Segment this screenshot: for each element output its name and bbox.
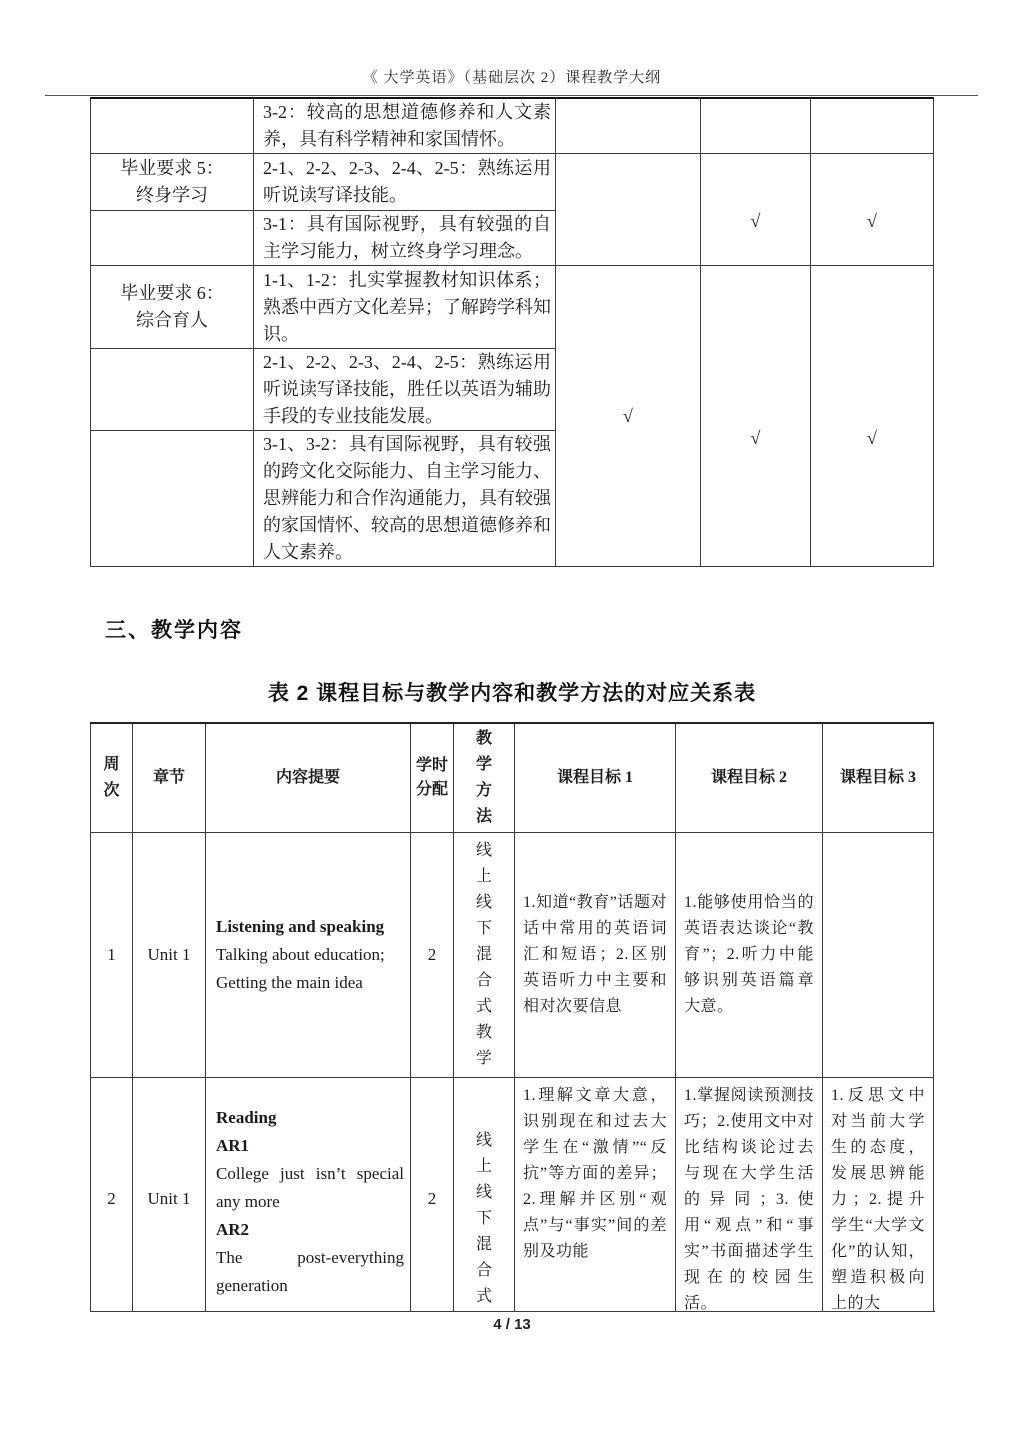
col-header-hours: 学时分配 <box>411 723 454 833</box>
goal2-cell: 1.掌握阅读预测技巧；2.使用文中对比结构谈论过去与现在大学生活的异同；3.使用“观点”和“事实”书面描述学生现在的校园生活。 <box>676 1078 823 1313</box>
check-mark: √ <box>811 266 934 567</box>
col-header-goal3: 课程目标 3 <box>823 723 934 833</box>
grad-label-line: 综合育人 <box>136 310 208 330</box>
goal1-cell: 1.知道“教育”话题对话中常用的英语词汇和短语；2.区别英语听力中主要和相对次要信息 <box>515 833 676 1078</box>
method-cell: 线上线下混合式 <box>454 1078 515 1313</box>
grad-label-cell <box>91 349 254 431</box>
grad-desc-cell: 2-1、2-2、2-3、2-4、2-5：熟练运用听说读写译技能，胜任以英语为辅助手段的专业技能发展。 <box>254 349 556 431</box>
summary-line: Reading <box>216 1108 277 1127</box>
content-table <box>90 722 934 1312</box>
check-cell <box>701 98 811 154</box>
hours-cell: 2 <box>411 1078 454 1313</box>
graduation-requirements-table <box>90 97 934 567</box>
col-header-goal2: 课程目标 2 <box>676 723 823 833</box>
grad-desc-cell: 3-1：具有国际视野，具有较强的自主学习能力，树立终身学习理念。 <box>254 211 556 266</box>
grad-desc-cell: 3-1、3-2：具有国际视野，具有较强的跨文化交际能力、自主学习能力、思辨能力和合作沟通能力，具有较强的家国情怀、较高的思想道德修养和人文素养。 <box>254 431 556 567</box>
check-cell <box>556 98 701 154</box>
summary-line: Getting the main idea <box>216 973 363 992</box>
summary-line: Listening and speaking <box>216 917 385 936</box>
table-row <box>91 1078 934 1313</box>
hours-cell: 2 <box>411 833 454 1078</box>
summary-line: The post-everything generation <box>216 1248 404 1295</box>
summary-line: Talking about education; <box>216 945 385 964</box>
header-rule <box>45 95 978 96</box>
section-heading: 三、教学内容 <box>105 619 243 642</box>
col-header-week: 周次 <box>91 723 133 833</box>
grad-label-line: 终身学习 <box>136 185 208 205</box>
page-header: 《 大学英语》（基础层次 2）课程教学大纲 <box>362 70 662 86</box>
table-row <box>91 98 934 154</box>
table-row <box>91 266 934 349</box>
check-mark: √ <box>701 154 811 266</box>
grad-label-cell <box>91 98 254 154</box>
table-row <box>91 833 934 1078</box>
grad-label-cell <box>91 266 254 349</box>
check-mark: √ <box>556 266 701 567</box>
goal3-cell <box>823 833 934 1078</box>
goal2-cell: 1.能够使用恰当的英语表达谈论“教育”；2.听力中能够识别英语篇章大意。 <box>676 833 823 1078</box>
header-row <box>91 723 934 833</box>
col-header-unit: 章节 <box>133 723 206 833</box>
week-cell: 2 <box>91 1078 133 1313</box>
grad-label-cell <box>91 154 254 211</box>
table-caption: 表 2 课程目标与教学内容和教学方法的对应关系表 <box>267 682 757 705</box>
summary-line: College just isn’t special any more <box>216 1164 404 1211</box>
page-number: 4 / 13 <box>493 1316 531 1333</box>
summary-line: AR2 <box>216 1220 250 1239</box>
check-cell <box>811 98 934 154</box>
col-header-goal1: 课程目标 1 <box>515 723 676 833</box>
col-header-summary: 内容提要 <box>206 723 411 833</box>
summary-cell <box>206 1078 411 1313</box>
goal1-cell: 1.理解文章大意，识别现在和过去大学生在“激情”“反抗”等方面的差异；2.理解并区别“观点”与“事实”间的差别及功能 <box>515 1078 676 1313</box>
grad-label-cell <box>91 211 254 266</box>
unit-cell: Unit 1 <box>133 833 206 1078</box>
week-cell: 1 <box>91 833 133 1078</box>
summary-cell <box>206 833 411 1078</box>
col-header-method: 教学方法 <box>454 723 515 833</box>
grad-label-line: 毕业要求 6： <box>120 283 224 303</box>
check-mark: √ <box>701 266 811 567</box>
check-mark: √ <box>811 154 934 266</box>
unit-cell: Unit 1 <box>133 1078 206 1313</box>
grad-label-line: 毕业要求 5： <box>120 158 224 178</box>
summary-line: AR1 <box>216 1136 250 1155</box>
method-cell: 线上线下混合式教学 <box>454 833 515 1078</box>
table-row <box>91 154 934 211</box>
grad-desc-cell: 2-1、2-2、2-3、2-4、2-5：熟练运用听说读写译技能。 <box>254 154 556 211</box>
check-cell <box>556 154 701 266</box>
content-table-clip <box>90 722 935 1312</box>
grad-label-cell <box>91 431 254 567</box>
grad-desc-cell: 1-1、1-2：扎实掌握教材知识体系；熟悉中西方文化差异；了解跨学科知识。 <box>254 266 556 349</box>
goal3-cell: 1.反思文中对当前大学生的态度，发展思辨能力；2.提升学生“大学文化”的认知，塑造积极向上的大 <box>823 1078 934 1313</box>
grad-desc-cell: 3-2：较高的思想道德修养和人文素养，具有科学精神和家国情怀。 <box>254 98 556 154</box>
